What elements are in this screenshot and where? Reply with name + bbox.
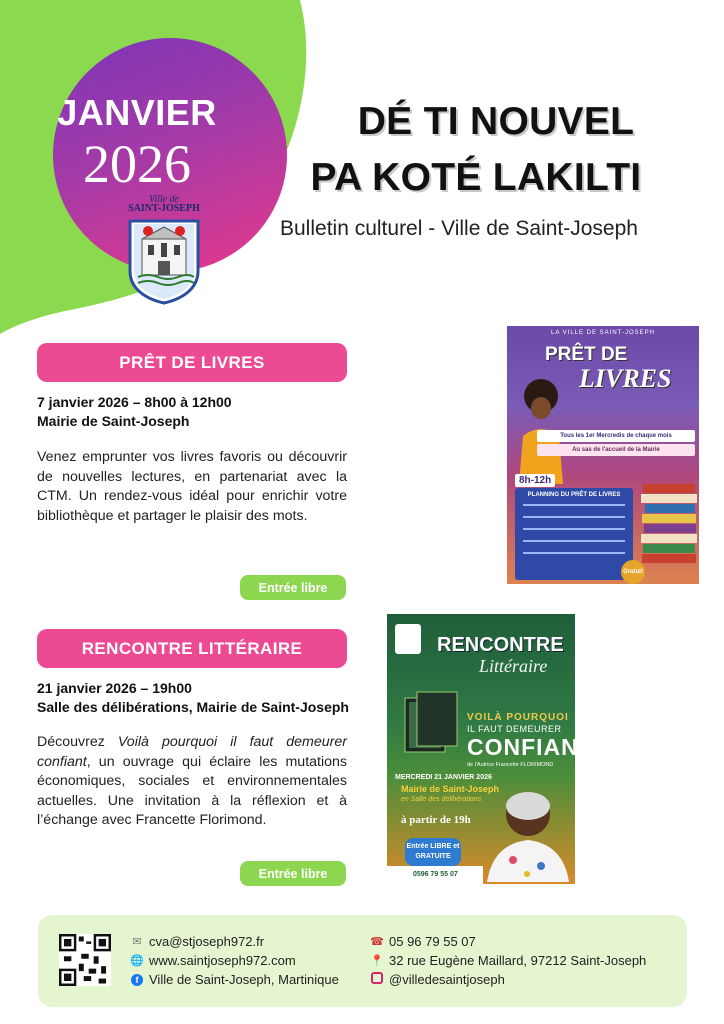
poster1-planning-title: PLANNING DU PRÊT DE LIVRES [527,492,621,498]
crest-town-label: Ville de SAINT-JOSEPH [128,194,200,214]
main-title-line1: DÉ TI NOUVEL [357,100,635,143]
event2-book-title: Voilà pourquoi il faut demeurer confiant [37,734,347,770]
poster1-banner2: Au sas de l'accueil de la Mairie [537,444,695,456]
phone-icon: ☎ [370,936,384,948]
footer-email[interactable] [130,934,264,949]
main-title-line2: PA KOTÉ LAKILTI [310,156,642,199]
poster2-title-b: Littéraire [479,656,548,676]
footer-phone-text: 05 96 79 55 07 [389,934,476,949]
poster2-voila: VOILÀ POURQUOI [467,712,569,723]
poster1-banner1: Tous les 1er Mercredis de chaque mois [537,430,695,442]
event2-place: Salle des délibérations, Mairie de Saint-Joseph [37,699,349,715]
poster2-date: MERCREDI 21 JANVIER 2026 [395,774,492,781]
poster2-demeurer: IL FAUT DEMEURER [467,724,562,734]
poster1-title-b: LIVRES [579,364,672,393]
subtitle: Bulletin culturel - Ville de Saint-Joseph [280,217,638,240]
poster1-footer-strip [507,584,699,598]
event1-entry-badge: Entrée libre [240,575,346,600]
footer-email-text: cva@stjoseph972.fr [149,934,265,949]
month-label: JANVIER [57,92,217,133]
poster2-place: Mairie de Saint-Joseph [401,784,500,794]
event-heading-pret-de-livres: PRÊT DE LIVRES [37,343,347,382]
footer-website-text: www.saintjoseph972.com [149,953,296,968]
globe-icon: 🌐 [130,955,144,967]
event2-date: 21 janvier 2026 – 19h00 [37,680,192,696]
footer-instagram[interactable] [370,972,505,987]
event2-entry-badge: Entrée libre [240,861,346,886]
poster2-entry-bubble: Entrée LIBRE et GRATUITE [405,838,461,866]
poster-rencontre-litteraire [387,614,594,884]
poster1-planning-box [515,488,633,580]
facebook-icon: f [130,974,144,986]
qr-code-icon[interactable] [59,933,111,987]
poster1-free-tag: Gratuit [621,560,645,584]
poster2-crest-icon [395,624,421,654]
poster1-book-stack [639,476,699,581]
poster2-room: en Salle des délibérations [401,796,482,803]
footer-instagram-text: @villedesaintjoseph [389,972,505,987]
poster2-confiant: CONFIANT [467,734,594,760]
event1-place: Mairie de Saint-Joseph [37,413,190,429]
poster2-author: de l'Autrice Francette FLORIMOND [467,762,554,768]
footer-facebook[interactable] [130,972,339,987]
mail-icon: ✉ [132,936,142,948]
poster1-hours: 8h-12h [515,474,555,487]
poster2-time: à partir de 19h [401,814,471,826]
poster2-title-a: RENCONTRE [437,634,564,656]
footer-website[interactable] [130,953,296,968]
poster2-phone: 0596 79 55 07 [413,871,458,878]
poster2-book-image [397,688,459,758]
footer-facebook-text: Ville de Saint-Joseph, Martinique [149,972,339,987]
poster2-footer-strip [387,866,483,884]
event2-description: Découvrez Voilà pourquoi il faut demeurer confiant, un ouvrage qui éclaire les mutations économiques, sociales et environnementales actuelles. Une invitation à la réflexion et à l’échange avec Francette Florimond. [37,734,347,828]
city-crest-icon [124,193,204,305]
poster1-top-text: LA VILLE DE SAINT-JOSEPH [550,330,656,336]
location-pin-icon: 📍 [370,955,384,967]
poster2-author-photo [483,778,573,882]
footer-phone[interactable] [370,934,476,949]
poster1-reader-figure [511,374,571,484]
instagram-icon [370,972,384,987]
footer-address[interactable] [370,953,646,968]
footer-address-text: 32 rue Eugène Maillard, 97212 Saint-Joseph [389,953,647,968]
event1-date: 7 janvier 2026 – 8h00 à 12h00 [37,394,232,410]
event-heading-rencontre-litteraire: RENCONTRE LITTÉRAIRE [37,629,347,668]
event1-description: Venez emprunter vos livres favoris ou découvrir de nouvelles lectures, en partenariat avec la CTM. Un rendez-vous idéal pour enrichir votre bibliothèque et partager le plaisir des mots. [37,449,347,524]
poster-pret-de-livres [507,326,699,598]
year-label: 2026 [83,134,191,194]
poster1-title-a: PRÊT DE [545,344,628,365]
